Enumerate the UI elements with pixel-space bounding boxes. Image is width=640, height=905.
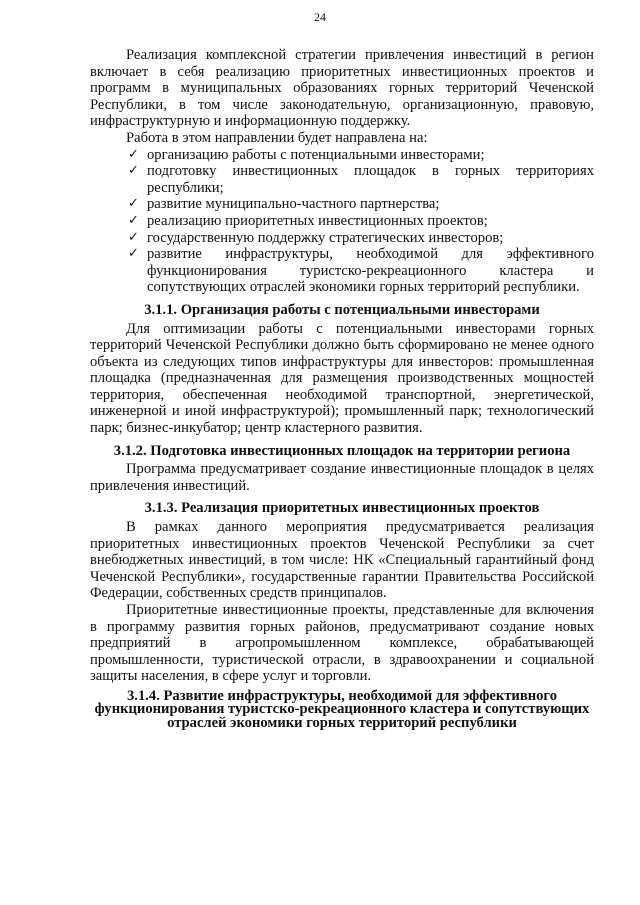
directions-list xyxy=(90,147,594,296)
section-heading-3-1-2: 3.1.2. Подготовка инвестиционных площадок на территории региона xyxy=(113,442,571,459)
checkmark-icon: ✓ xyxy=(128,146,139,162)
section-paragraph: В рамках данного мероприятия предусматривается реализация приоритетных инвестиционных проектов Чеченской Республики за счет внебюджетных инвестиций, в том числе: НК «Специальный гарантийный фонд Чеченской Республики», государственные гарантии Правительства Российской Федерации, собственных средств принципалов. xyxy=(90,519,594,602)
checkmark-icon: ✓ xyxy=(128,196,139,212)
page-number: 24 xyxy=(314,10,326,24)
checkmark-icon: ✓ xyxy=(128,163,139,179)
list-item: ✓ подготовку инвестиционных площадок в горных территориях республики; xyxy=(128,163,594,196)
section-heading-3-1-4: 3.1.4. Развитие инфраструктуры, необходимой для эффективного функционирования туристско-рекреационного кластера и сопутствующих отраслей экономики горных территорий республики xyxy=(94,687,590,731)
intro-list-lead: Работа в этом направлении будет направлена на: xyxy=(126,129,428,146)
list-item: ✓ развитие муниципально-частного партнерства; xyxy=(128,196,440,213)
checkmark-icon: ✓ xyxy=(128,246,139,262)
list-item: ✓ реализацию приоритетных инвестиционных проектов; xyxy=(128,212,488,229)
section-paragraph: Приоритетные инвестиционные проекты, представленные для включения в программу развития горных районов, предусматривают создание новых предприятий в агропромышленном комплексе, обрабатывающей промышленности, туристической отрасли, в здравоохранении и социальной защиты населения, в сфере услуг и торговли. xyxy=(90,602,594,685)
list-item: ✓ организацию работы с потенциальными инвесторами; xyxy=(128,146,485,163)
section-heading-3-1-3: 3.1.3. Реализация приоритетных инвестиционных проектов xyxy=(144,500,540,517)
section-paragraph: Для оптимизации работы с потенциальными инвесторами горных территорий Чеченской Республики должно быть сформировано не менее одного объекта из следующих типов инфраструктуры для инвесторов: промышленная площадка (предназначенная для размещения производственных мощностей территория, обеспеченная необходимой транспортной, энергетической, инженерной и иной инфраструктурой); промышленный парк; технологический парк; бизнес-инкубатор; центр кластерного развития. xyxy=(90,320,594,437)
section-heading-3-1-1: 3.1.1. Организация работы с потенциальными инвесторами xyxy=(144,301,540,318)
checkmark-icon: ✓ xyxy=(128,229,139,245)
list-item: ✓ государственную поддержку стратегических инвесторов; xyxy=(128,229,504,246)
section-paragraph: Программа предусматривает создание инвестиционные площадок в целях привлечения инвестиций. xyxy=(90,461,594,494)
page-body xyxy=(90,47,594,732)
list-item: ✓ развитие инфраструктуры, необходимой для эффективного функционирования туристско-рекреационного кластера и сопутствующих отраслей экономики горных территорий республики. xyxy=(128,246,594,296)
intro-paragraph: Реализация комплексной стратегии привлечения инвестиций в регион включает в себя реализацию приоритетных инвестиционных проектов и программ в муниципальных образованиях горных территорий Чеченской Республики, в том числе законодательную, организационную, правовую, инфраструктурную и информационную поддержку. xyxy=(90,47,594,130)
checkmark-icon: ✓ xyxy=(128,212,139,228)
